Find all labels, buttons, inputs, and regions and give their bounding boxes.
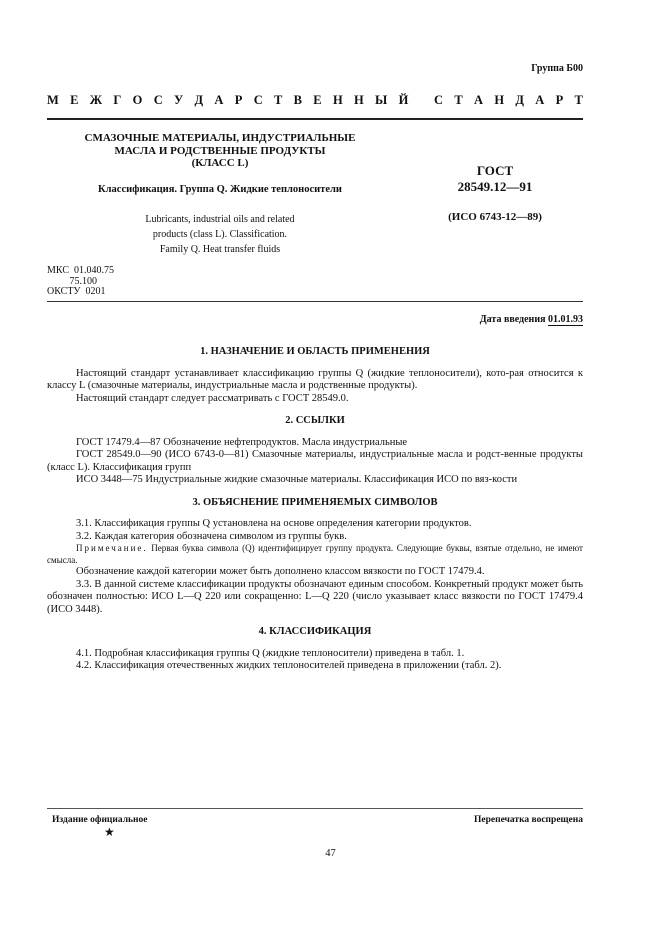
section-heading: 4. КЛАССИФИКАЦИЯ [258, 626, 372, 637]
section-heading: 1. НАЗНАЧЕНИЕ И ОБЛАСТЬ ПРИМЕНЕНИЯ [200, 346, 430, 357]
paragraph: ГОСТ 28549.0—90 (ИСО 6743-0—81) Смазочные материалы, индустриальные масла и родст-венные продукты (класс L). Классификация групп [47, 449, 583, 473]
paragraph: 3.2. Каждая категория обозначена символом из группы букв. [76, 530, 347, 542]
paragraph: 3.3. В данной системе классификации продукты обозначают единым способом. Конкретный продукт может быть обозначен полностью: ИСО L—Q 220 или сокращенно: L—Q 220 (число указывает класс вязкости по ГОСТ 17479.4 (ИСО 3448). [47, 578, 583, 615]
paragraph: Настоящий стандарт следует рассматривать с ГОСТ 28549.0. [76, 392, 349, 404]
paragraph: ГОСТ 17479.4—87 Обозначение нефтепродуктов. Масла индустриальные [76, 436, 408, 448]
paragraph: ИСО 3448—75 Индустриальные жидкие смазочные материалы. Классификация ИСО по вяз-кости [76, 474, 518, 485]
group-code: Группа Б00 [531, 63, 583, 74]
iso-reference: (ИСО 6743-12—89) [448, 211, 542, 223]
standard-type-heading: М Е Ж Г О С У Д А Р С Т В Е Н Н Ы Й С Т А Н Д А Р Т [47, 93, 583, 107]
section-heading: 2. ССЫЛКИ [285, 415, 345, 426]
star-icon: ★ [104, 825, 115, 839]
document-title: СМАЗОЧНЫЕ МАТЕРИАЛЫ, ИНДУСТРИАЛЬНЫЕ МАСЛА И РОДСТВЕННЫЕ ПРОДУКТЫ (КЛАСС L) [84, 132, 356, 169]
footer-divider [47, 808, 583, 809]
top-divider [47, 118, 583, 120]
official-edition-label: Издание официальное [52, 815, 148, 825]
paragraph: 4.1. Подробная классификация группы Q (жидкие теплоносители) приведена в табл. 1. [76, 647, 465, 659]
note [47, 543, 583, 566]
classification-codes: МКС 01.040.75 75.100 ОКСТУ 0201 [47, 265, 114, 297]
paragraph: Обозначение каждой категории может быть дополнено классом вязкости по ГОСТ 17479.4. [76, 566, 485, 577]
note-text: Первая буква символа (Q) идентифицирует группу продукта. Следующие буквы, взятые отдельно, не имеют смысла. [47, 543, 583, 565]
paragraph: 3.1. Классификация группы Q установлена на основе определения категории продуктов. [76, 518, 472, 529]
middle-divider [47, 301, 583, 302]
section-heading: 3. ОБЪЯСНЕНИЕ ПРИМЕНЯЕМЫХ СИМВОЛОВ [192, 496, 438, 508]
page-number: 47 [325, 848, 336, 859]
reprint-prohibited-label: Перепечатка воспрещена [473, 815, 583, 825]
english-title: Lubricants, industrial oils and related products (class L). Classification. Family Q. Heat transfer fluids [145, 214, 295, 255]
document-subtitle: Классификация. Группа Q. Жидкие теплоносители [98, 184, 342, 195]
gost-number: ГОСТ 28549.12—91 [457, 163, 533, 194]
paragraph: Настоящий стандарт устанавливает классификацию группы Q (жидкие теплоносители), кото-рая относится к классу L (смазочные материалы, индустриальные масла и родственные продукты). [47, 367, 583, 391]
document-body [47, 346, 583, 673]
note-label: Примечание. [76, 543, 148, 553]
effective-date: Дата введения 01.01.93 [479, 314, 583, 325]
paragraph: 4.2. Классификация отечественных жидких теплоносителей приведена в приложении (табл. 2). [76, 660, 502, 671]
